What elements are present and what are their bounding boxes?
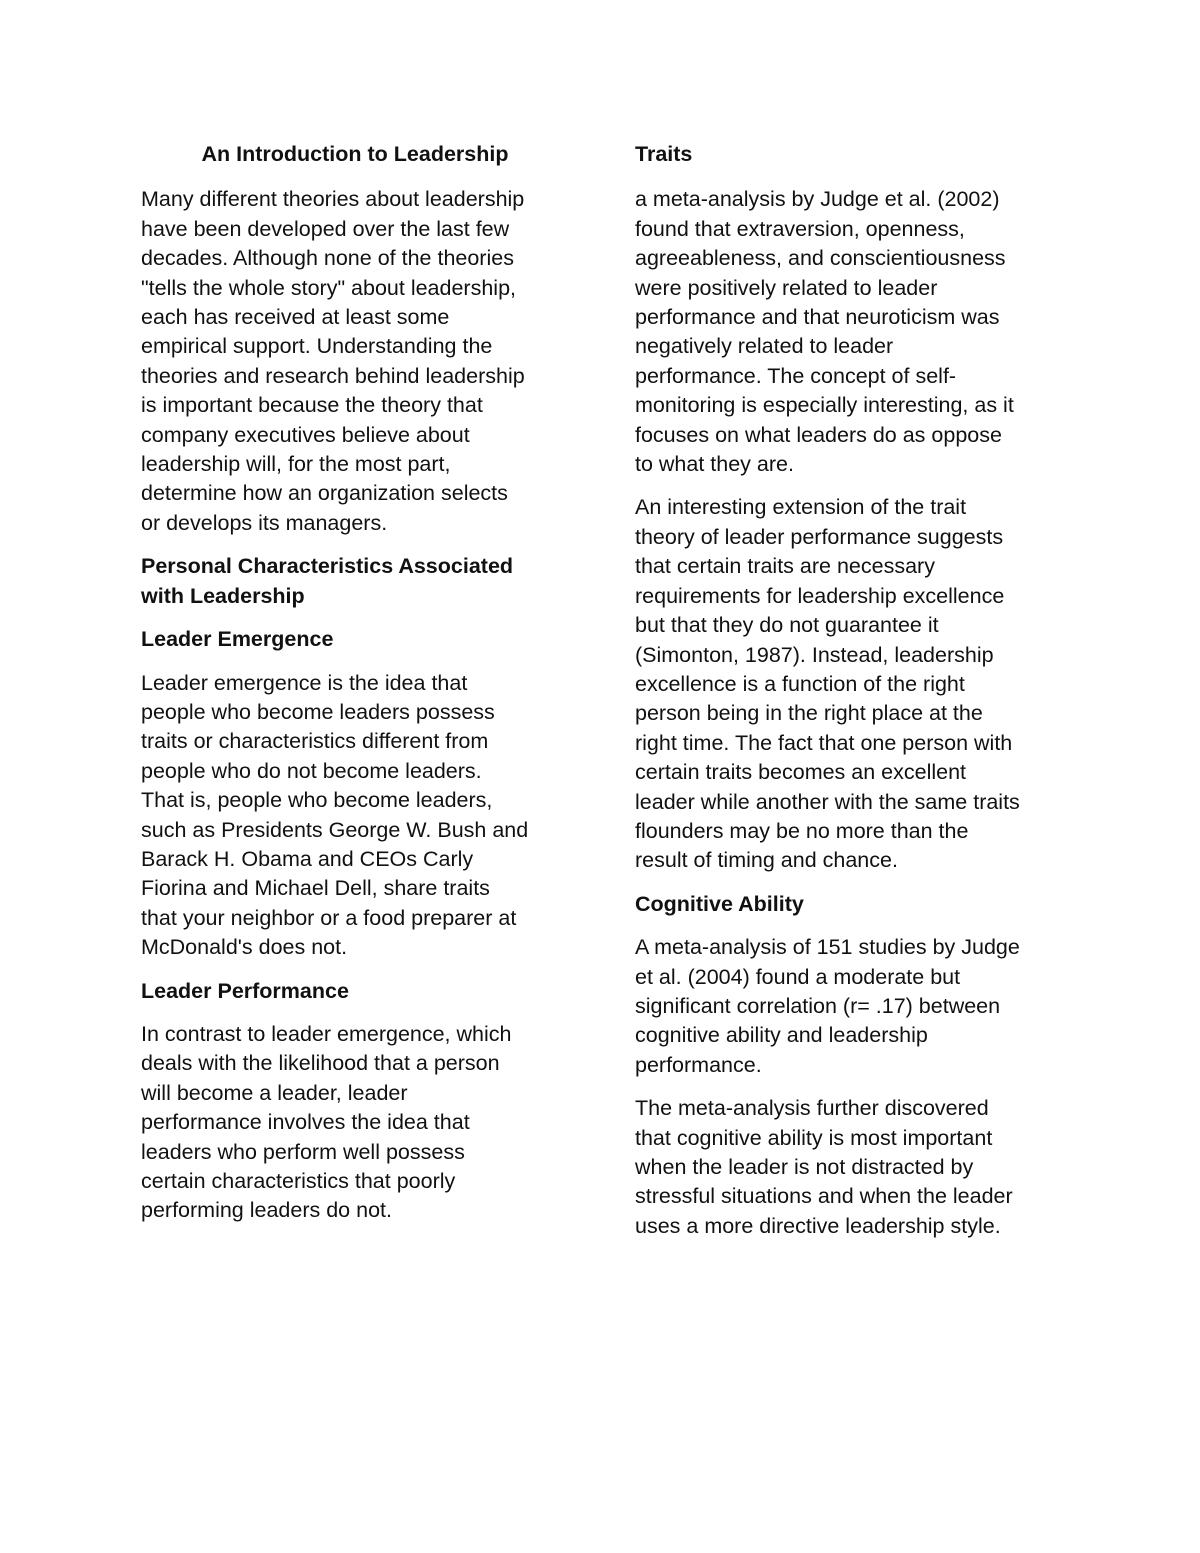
section-heading-personal-characteristics <box>141 552 569 611</box>
text-line: A meta-analysis of 151 studies by Judge <box>635 935 1020 960</box>
text-line: negatively related to leader <box>635 334 894 359</box>
text-line: that cognitive ability is most important <box>635 1125 993 1150</box>
text-line: have been developed over the last few <box>141 216 510 241</box>
text-line: et al. (2004) found a moderate but <box>635 964 961 989</box>
text-line: a meta-analysis by Judge et al. (2002) <box>635 187 1000 212</box>
text-line: person being in the right place at the <box>635 701 983 726</box>
text-line: theories and research behind leadership <box>141 363 525 388</box>
text-line: excellence is a function of the right <box>635 671 965 696</box>
text-line: performance and that neuroticism was <box>635 305 1000 330</box>
cognitive-paragraph <box>635 933 1063 1080</box>
text-line: decades. Although none of the theories <box>141 246 514 271</box>
text-line: Barack H. Obama and CEOs Carly <box>141 846 474 871</box>
text-line: "tells the whole story" about leadership, <box>141 275 517 300</box>
text-line: cognitive ability and leadership <box>635 1023 928 1048</box>
left-column <box>141 140 569 1240</box>
text-line: each has received at least some <box>141 305 450 330</box>
text-line: deals with the likelihood that a person <box>141 1051 500 1076</box>
text-line: uses a more directive leadership style. <box>635 1213 1001 1238</box>
text-line: That is, people who become leaders, <box>141 788 493 813</box>
text-line: such as Presidents George W. Bush and <box>141 817 529 842</box>
text-line: or develops its managers. <box>141 510 388 535</box>
text-line: were positively related to leader <box>635 275 938 300</box>
text-line: McDonald's does not. <box>141 935 348 960</box>
text-line: found that extraversion, openness, <box>635 216 965 241</box>
text-line: An interesting extension of the trait <box>635 495 967 520</box>
text-line: people who do not become leaders. <box>141 758 482 783</box>
text-line: performance. <box>635 1052 762 1077</box>
text-line: that your neighbor or a food preparer at <box>141 905 517 930</box>
text-line: flounders may be no more than the <box>635 818 969 843</box>
heading-cognitive-ability: Cognitive Ability <box>635 891 804 916</box>
text-line: leaders who perform well possess <box>141 1139 465 1164</box>
heading-leader-emergence: Leader Emergence <box>141 627 334 652</box>
text-line: when the leader is not distracted by <box>635 1155 974 1179</box>
text-line: is important because the theory that <box>141 393 483 418</box>
text-line: right time. The fact that one person with <box>635 730 1013 755</box>
text-line: will become a leader, leader <box>141 1080 408 1105</box>
extension-paragraph <box>635 493 1063 875</box>
text-line: traits or characteristics different from <box>141 729 489 754</box>
text-line: (Simonton, 1987). Instead, leadership <box>635 642 994 667</box>
document-title: An Introduction to Leadership <box>201 142 509 166</box>
text-line: requirements for leadership excellence <box>635 583 1005 608</box>
text-line: focuses on what leaders do as oppose <box>635 422 1002 447</box>
text-line: Fiorina and Michael Dell, share traits <box>141 876 490 901</box>
text-line: monitoring is especially interesting, as it <box>635 393 1014 418</box>
text-line: The meta-analysis further discovered <box>635 1096 989 1121</box>
text-line: stressful situations and when the leader <box>635 1184 1013 1209</box>
traits-paragraph <box>635 185 1063 479</box>
text-line: to what they are. <box>635 452 794 477</box>
text-line: agreeableness, and conscientiousness <box>635 246 1006 271</box>
text-line: performance involves the idea that <box>141 1110 470 1135</box>
text-line: theory of leader performance suggests <box>635 524 1004 549</box>
further-paragraph <box>635 1094 1063 1241</box>
performance-paragraph <box>141 1020 569 1226</box>
text-line: result of timing and chance. <box>635 848 898 873</box>
text-line: certain traits becomes an excellent <box>635 760 967 785</box>
text-line: empirical support. Understanding the <box>141 334 493 359</box>
text-line: determine how an organization selects <box>141 481 508 506</box>
emergence-paragraph <box>141 669 569 963</box>
right-column <box>635 140 1063 1255</box>
text-line: people who become leaders possess <box>141 699 495 724</box>
heading-line: with Leadership <box>141 583 305 608</box>
text-line: leadership will, for the most part, <box>141 452 451 477</box>
text-line: performing leaders do not. <box>141 1198 392 1223</box>
heading-leader-performance: Leader Performance <box>141 978 349 1003</box>
text-line: company executives believe about <box>141 422 470 447</box>
text-line: significant correlation (r= .17) between <box>635 993 1001 1018</box>
heading-line: Personal Characteristics Associated <box>141 554 514 579</box>
intro-paragraph <box>141 185 569 538</box>
text-line: performance. The concept of self- <box>635 363 957 388</box>
text-line: In contrast to leader emergence, which <box>141 1021 512 1046</box>
text-line: Many different theories about leadership <box>141 187 525 212</box>
text-line: leader while another with the same traits <box>635 789 1020 814</box>
text-line: that certain traits are necessary <box>635 554 935 579</box>
heading-traits: Traits <box>635 142 693 166</box>
text-line: certain characteristics that poorly <box>141 1169 456 1193</box>
text-line: but that they do not guarantee it <box>635 613 939 638</box>
text-line: Leader emergence is the idea that <box>141 670 468 695</box>
